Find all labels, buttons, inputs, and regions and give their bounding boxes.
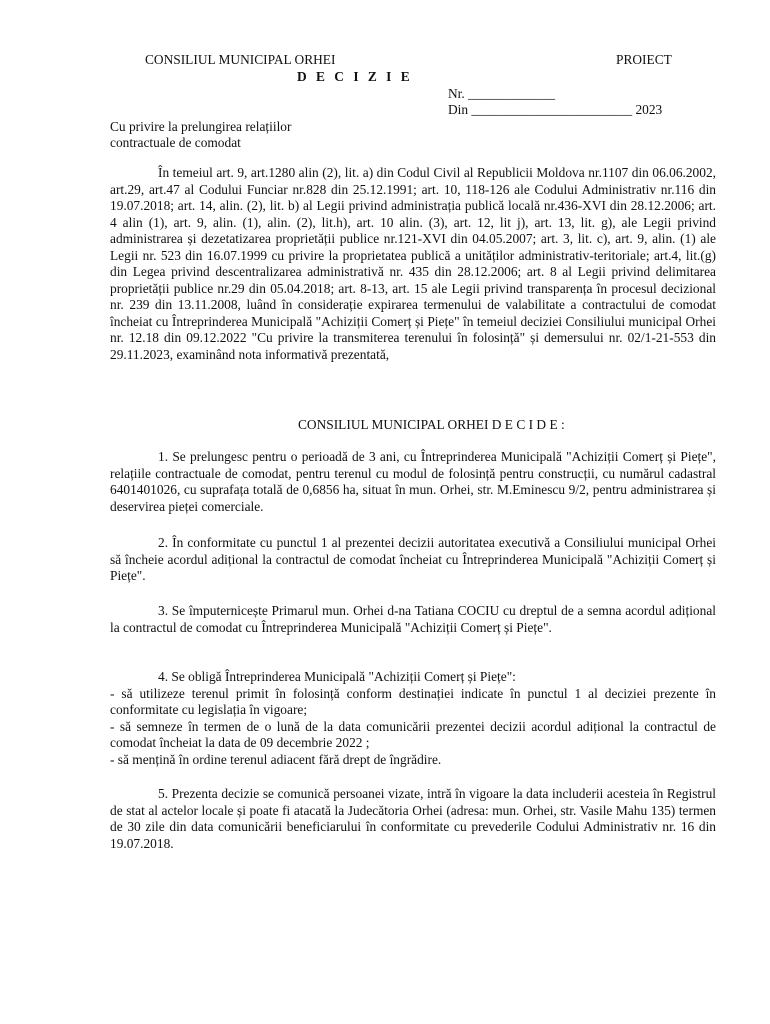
project-label: PROIECT <box>616 52 672 67</box>
point-2-text: 2. În conformitate cu punctul 1 al prezentei decizii autoritatea executivă a Consiliului municipal Orhei să încheie acordul adițional la contractul de comodat încheiat cu Întreprinderea Municipală "Achiziții Comerț și Piețe". <box>110 535 716 583</box>
point-1 <box>110 449 716 515</box>
date-line: Din ________________________ 2023 <box>448 102 663 117</box>
preamble <box>110 165 716 363</box>
point-3-text: 3. Se împuternicește Primarul mun. Orhei d-na Tatiana COCIU cu dreptul de a semna acordul adițional la contractul de comodat cu Întreprinderea Municipală "Achiziții Comerț și Piețe". <box>110 603 716 635</box>
point-3 <box>110 603 716 636</box>
preamble-text: În temeiul art. 9, art.1280 alin (2), lit. a) din Codul Civil al Republicii Moldova nr.1107 din 06.06.2002, art.29, art.47 al Codului Funciar nr.828 din 25.12.1991; art. 10, 118-126 ale Codului Administrativ nr.116 din 19.07.2018; art. 14, alin. (2), lit. b) al Legii privind administrația publică locală nr.436-XVI din 28.12.2006; art. 4 alin (1), art. 9, alin. (1), alin. (2), lit.h), art. 10 alin. (3), art. 12, lit j), art. 13, lit. g), ale Legii privind administrarea și dezetatizarea proprietății publice nr.121-XVI din 04.05.2007; art. 3, lit. c), art. 9, alin. (1) ale Legii nr. 523 din 16.07.1999 cu privire la proprietatea publică a unităților administrativ-teritoriale; art.4, lit.(g) din Legea privind descentralizarea administrativă nr. 435 din 28.12.2006; art. 8 al Legii privind delimitarea proprietății publice nr.29 din 05.04.2018; art. 8-13, art. 15 ale Legii privind transparența în procesul decizional nr. 239 din 13.11.2008, luând în considerație expirarea termenului de valabilitate a contractului de comodat încheiat cu Întreprinderea Municipală "Achiziții Comerț și Piețe" în temeiul deciziei Consiliului municipal Orhei nr. 12.18 din 09.12.2022 "Cu privire la transmiterea terenului în folosință" și demersului nr. 02/1-21-553 din 29.11.2023, examinând nota informativă prezentată, <box>110 165 716 362</box>
point-1-text: 1. Se prelungesc pentru o perioadă de 3 ani, cu Întreprinderea Municipală "Achiziții Comerț și Piețe", relațiile contractuale de comodat, pentru terenul cu modul de folosință pentru construcții, cu numărul cadastral 6401401026, cu suprafața totală de 0,6856 ha, situat în mun. Orhei, str. M.Eminescu 9/2, pentru administrarea și deservirea pieței comerciale. <box>110 449 716 514</box>
point-4-item: - să mențină în ordine terenul adiacent fără drept de îngrădire. <box>110 751 442 767</box>
point-4-item: - să semneze în termen de o lună de la data comunicării prezentei decizii acordul adițional la contractul de comodat încheiat la data de 09 decembrie 2022 ; <box>110 718 716 750</box>
document-title: D E C I Z I E <box>297 69 413 84</box>
council-name: CONSILIUL MUNICIPAL ORHEI <box>145 52 336 67</box>
point-4-item: - să utilizeze terenul primit în folosință conform destinației indicate în punctul 1 al deciziei prezente în conformitate cu legislația în vigoare; <box>110 685 716 717</box>
subject-line-1: Cu privire la prelungirea relațiilor <box>110 119 292 134</box>
subject-line-2: contractuale de comodat <box>110 135 241 150</box>
decides-heading: CONSILIUL MUNICIPAL ORHEI D E C I D E : <box>298 417 565 432</box>
point-5-text: 5. Prezenta decizie se comunică persoanei vizate, intră în vigoare la data includerii acesteia în Registrul de stat al actelor locale și poate fi atacată la Judecătoria Orhei (adresa: mun. Orhei, str. Vasile Mahu 135) termen de 30 zile din data comunicării beneficiarului în conformitate cu prevederile Codului Administrativ nr. 16 din 19.07.2018. <box>110 786 716 851</box>
point-4-intro: 4. Se obligă Întreprinderea Municipală "Achiziții Comerț și Piețe": <box>158 669 516 684</box>
point-2 <box>110 535 716 585</box>
point-5 <box>110 786 716 852</box>
point-4 <box>110 669 716 768</box>
number-line: Nr. _____________ <box>448 86 556 101</box>
